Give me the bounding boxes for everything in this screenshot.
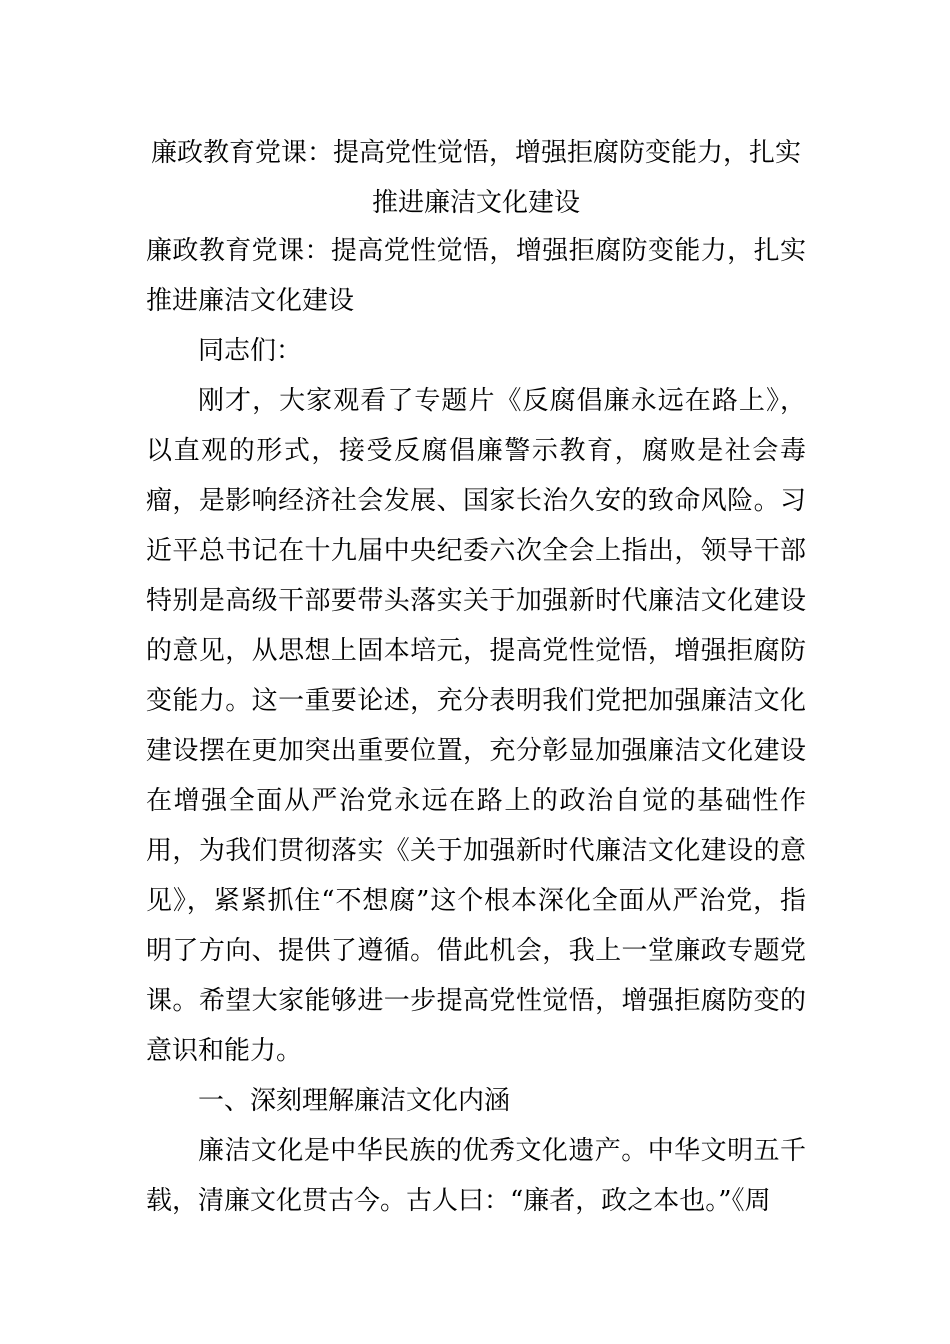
intro-paragraph: 刚才，大家观看了专题片《反腐倡廉永远在路上》，以直观的形式，接受反腐倡廉警示教育，腐败是社会毒瘤，是影响经济社会发展、国家长治久安的致命风险。习近平总书记在十九届中央纪委六次全会上指出，领导干部特别是高级干部要带头落实关于加强新时代廉洁文化建设的意见，从思想上固本培元，提高党性觉悟，增强拒腐防变能力。这一重要论述，充分表明我们党把加强廉洁文化建设摆在更加突出重要位置，充分彰显加强廉洁文化建设在增强全面从严治党永远在路上的政治自觉的基础性作用，为我们贯彻落实《关于加强新时代廉洁文化建设的意见》，紧紧抓住“不想腐”这个根本深化全面从严治党，指明了方向、提供了遵循。借此机会，我上一堂廉政专题党课。希望大家能够进一步提高党性觉悟，增强拒腐防变的意识和能力。	[146, 386, 806, 1066]
document-body	[146, 226, 806, 1226]
section-paragraph: 廉洁文化是中华民族的优秀文化遗产。中华文明五千载，清廉文化贯古今。古人曰：“廉者，政之本也。”《周	[146, 1136, 806, 1216]
salutation-paragraph: 同志们：	[198, 336, 303, 366]
section-heading: 一、深刻理解廉洁文化内涵	[198, 1086, 511, 1116]
document-title: 廉政教育党课：提高党性觉悟，增强拒腐防变能力，扎实推进廉洁文化建设	[150, 138, 801, 218]
repeated-title-paragraph: 廉政教育党课：提高党性觉悟，增强拒腐防变能力，扎实推进廉洁文化建设	[146, 236, 806, 316]
